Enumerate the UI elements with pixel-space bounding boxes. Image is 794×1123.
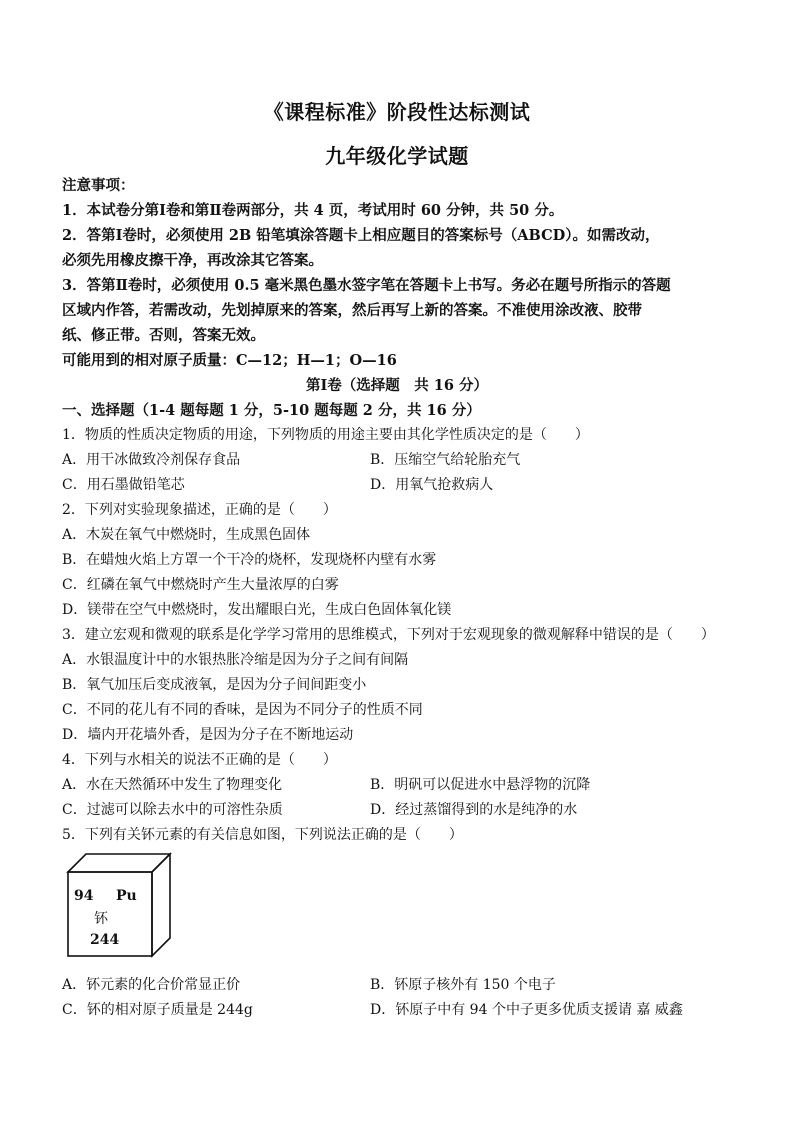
q2-stem: 2．下列对实验现象描述，正确的是（ ） [62,502,337,518]
q1-option-c: C．用石墨做铅笔芯 [62,477,185,493]
q1-option-a: A．用干冰做致冷剂保存食品 [62,452,241,468]
notes-heading: 注意事项： [62,177,135,194]
q2-option-a: A．木炭在氧气中燃烧时，生成黑色固体 [62,527,311,543]
q2-option-d: D．镁带在空气中燃烧时，发出耀眼白光，生成白色固体氧化镁 [62,602,452,618]
q3-option-a: A．水银温度计中的水银热胀冷缩是因为分子之间有间隔 [62,652,409,668]
element-atomic-mass: 244 [90,932,120,948]
q4-option-d: D．经过蒸馏得到的水是纯净的水 [370,802,578,818]
element-name: 钚 [94,911,108,927]
q3-stem: 3．建立宏观和微观的联系是化学学习常用的思维模式，下列对于宏观现象的微观解释中错误的是（ ） [62,627,715,643]
q1-option-b: B．压缩空气给轮胎充气 [370,452,521,468]
notes-line-6: 纸、修正带。否则，答案无效。 [62,327,265,344]
q4-option-a: A．水在天然循环中发生了物理变化 [62,777,283,793]
part1-heading: 第Ⅰ卷（选择题 共 16 分） [305,377,489,394]
q3-option-c: C．不同的花儿有不同的香味，是因为不同分子的性质不同 [62,702,423,718]
q2-option-c: C．红磷在氧气中燃烧时产生大量浓厚的白雾 [62,577,339,593]
q5-option-a: A．钚元素的化合价常显正价 [62,977,241,993]
q5-option-d: D．钚原子中有 94 个中子更多优质支援请 嘉 威鑫 [370,1002,683,1018]
section-heading: 一、选择题（1-4 题每题 1 分，5-10 题每题 2 分，共 16 分） [62,402,481,419]
atomic-mass-note: 可能用到的相对原子质量：C—12；H—1；O—16 [62,352,397,369]
exam-subtitle: 九年级化学试题 [325,144,469,168]
q4-stem: 4．下列与水相关的说法不正确的是（ ） [62,752,337,768]
q3-option-d: D．墙内开花墙外香，是因为分子在不断地运动 [62,727,354,743]
q4-option-c: C．过滤可以除去水中的可溶性杂质 [62,802,283,818]
element-cube-figure [64,850,174,960]
notes-line-4: 3．答第Ⅱ卷时，必须使用 0.5 毫米黑色墨水签字笔在答题卡上书写。务必在题号所指示的答题 [62,277,671,294]
q1-stem: 1．物质的性质决定物质的用途，下列物质的用途主要由其化学性质决定的是（ ） [62,427,589,443]
q5-option-b: B．钚原子核外有 150 个电子 [370,977,556,993]
element-symbol: Pu [116,888,137,904]
notes-line-1: 1．本试卷分第Ⅰ卷和第Ⅱ卷两部分，共 4 页，考试用时 60 分钟，共 50 分。 [62,202,564,219]
element-atomic-number: 94 [74,888,94,904]
q3-option-b: B．氧气加压后变成液氧，是因为分子间间距变小 [62,677,367,693]
notes-line-2: 2．答第Ⅰ卷时，必须使用 2B 铅笔填涂答题卡上相应题目的答案标号（ABCD）。如需改动， [62,227,660,244]
notes-line-3: 必须先用橡皮擦干净，再改涂其它答案。 [62,252,323,269]
q5-option-c: C．钚的相对原子质量是 244g [62,1002,253,1018]
notes-line-5: 区域内作答，若需改动，先划掉原来的答案，然后再写上新的答案。不准使用涂改液、胶带 [62,302,642,319]
q5-stem: 5．下列有关钚元素的有关信息如图，下列说法正确的是（ ） [62,827,463,843]
q4-option-b: B．明矾可以促进水中悬浮物的沉降 [370,777,591,793]
q2-option-b: B．在蜡烛火焰上方罩一个干冷的烧杯，发现烧杯内壁有水雾 [62,552,437,568]
q1-option-d: D．用氧气抢救病人 [370,477,494,493]
exam-title: 《课程标准》阶段性达标测试 [263,100,531,124]
